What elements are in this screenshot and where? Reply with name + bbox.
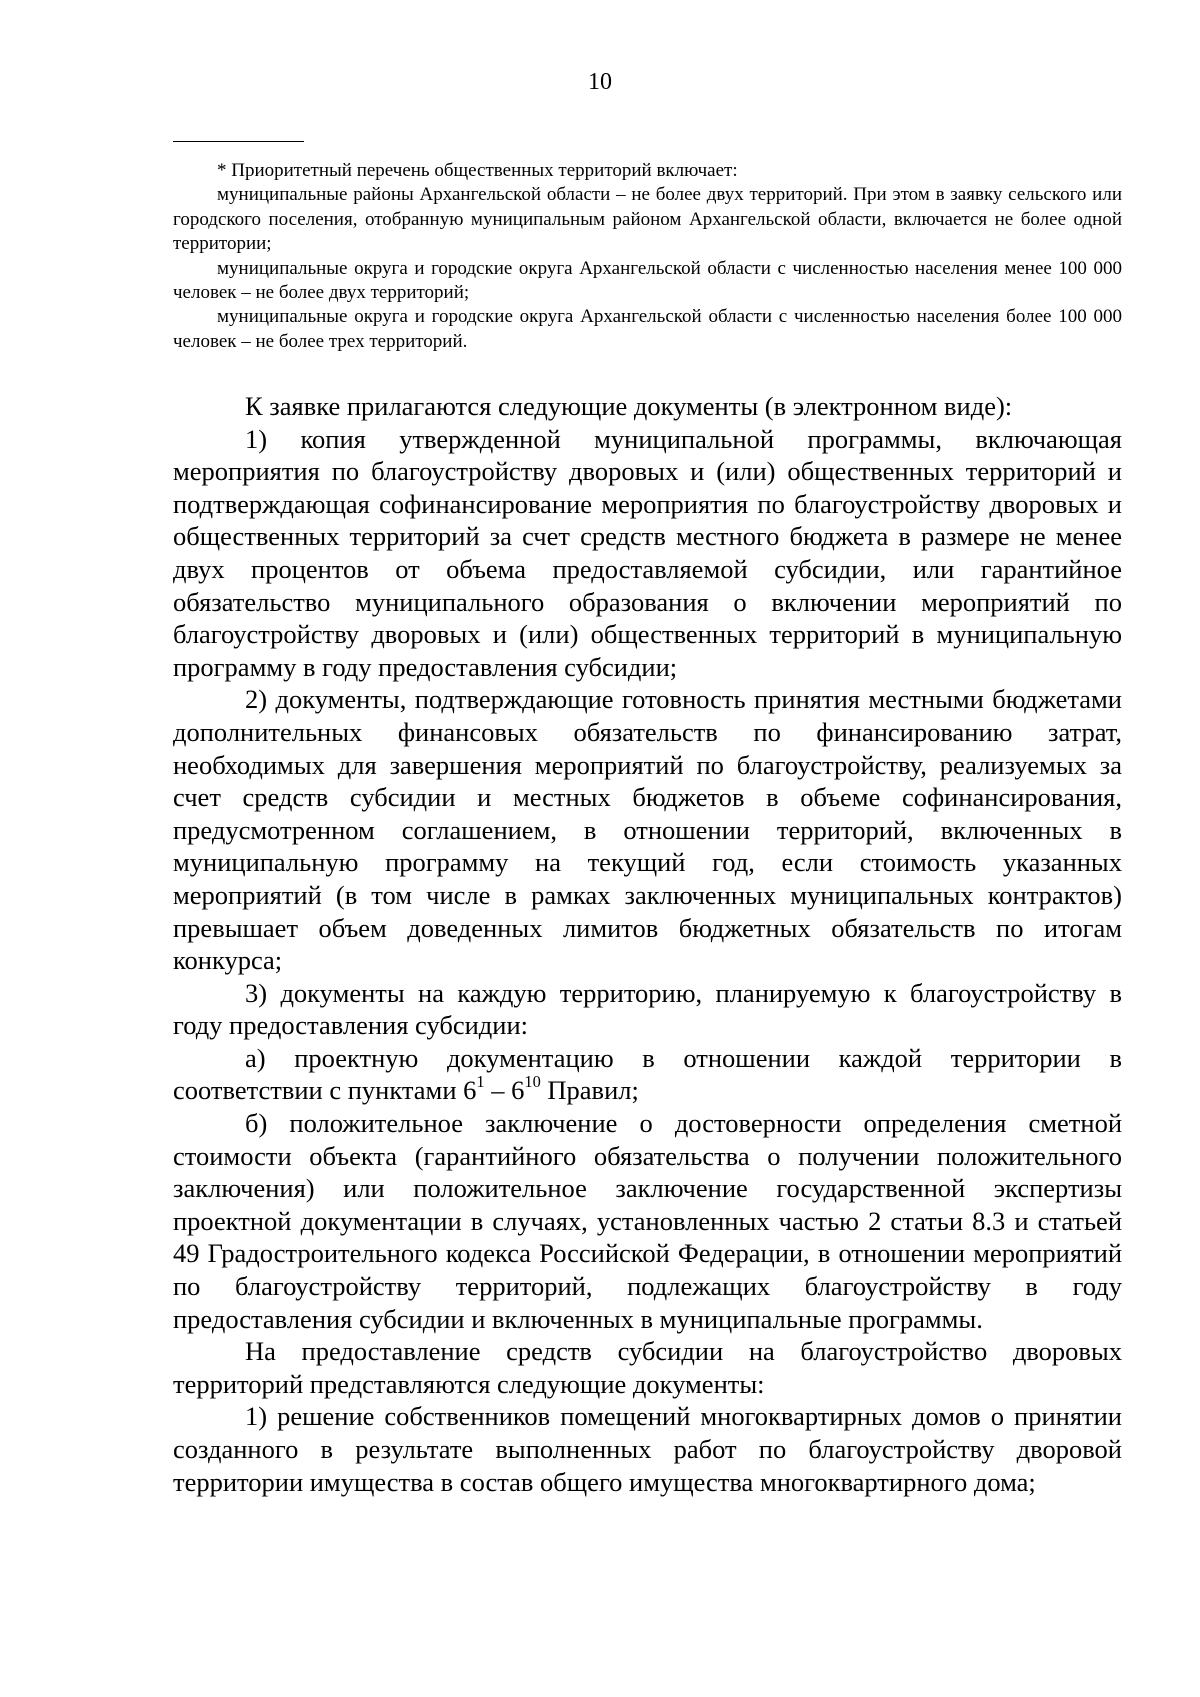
item-3a-tail: Правил; [540,1075,639,1106]
footnote-separator [173,141,304,142]
footnote-paragraph: муниципальные округа и городские округа Архангельской области с численностью населения более 100 000 человек – не более трех территорий. [173,306,1122,352]
list-item-3a [173,1042,1122,1107]
list-item-3: 3) документы на каждую территорию, планируемую к благоустройству в году предоставления субсидии: [173,977,1122,1041]
list-item-3b: б) положительное заключение о достоверности определения сметной стоимости объекта (гарантийного обязательства о получении положительного заключения) или положительное заключение государственной экспертизы проектной документации в случаях, установленных частью 2 статьи 8.3 и статьей 49 Градостроительного кодекса Российской Федерации, в отношении мероприятий по благоустройству территорий, подлежащих благоустройству в году предоставления субсидии и включенных в муниципальные программы. [173,1108,1122,1334]
documents-intro-paragraph: К заявке прилагаются следующие документы (в электронном виде): [245,391,1013,421]
yard-territories-intro-paragraph: На предоставление средств субсидии на благоустройство дворовых территорий представляются следующие документы: [173,1336,1122,1399]
list-item-1: 1) копия утвержденной муниципальной программы, включающая мероприятия по благоустройству дворовых и (или) общественных территорий и подтверждающая софинансирование мероприятия по благоустройству дворовых и общественных территорий за счет средств местного бюджета в размере не менее двух процентов от объема предоставляемой субсидии, или гарантийное обязательство муниципального образования о включении мероприятий по благоустройству дворовых и (или) общественных территорий в муниципальную программу в году предоставления субсидии; [173,423,1122,682]
superscript: 10 [524,1072,541,1092]
footnote-paragraph: * Приоритетный перечень общественных территорий включает: [217,160,738,181]
superscript: 1 [476,1072,485,1092]
item-3a-dash: – 6 [484,1075,525,1106]
page-number: 10 [588,69,612,95]
list-item-2: 2) документы, подтверждающие готовность принятия местными бюджетами дополнительных финансовых обязательств по финансированию затрат, необходимых для завершения мероприятий по благоустройству, реализуемых за счет средств субсидии и местных бюджетов в объеме софинансирования, предусмотренном соглашением, в отношении территорий, включенных в муниципальную программу на текущий год, если стоимость указанных мероприятий (в том числе в рамках заключенных муниципальных контрактов) превышает объем доведенных лимитов бюджетных обязательств по итогам конкурса; [173,684,1122,976]
main-text [173,390,1122,1498]
footnote-paragraph: муниципальные округа и городские округа Архангельской области с численностью населения менее 100 000 человек – не более двух территорий; [173,257,1122,304]
item-3a-text: а) проектную документацию в отношении каждой территории в соответствии с пунктами 6 [173,1042,1122,1106]
footnote-paragraph: муниципальные районы Архангельской области – не более двух территорий. При этом в заявку сельского или городского поселения, отобранную муниципальным районом Архангельской области, включается не более одной территории; [173,184,1122,255]
yard-list-item-1: 1) решение собственников помещений многоквартирных домов о принятии созданного в результате выполненных работ по благоустройству дворовой территории имущества в состав общего имущества многоквартирного дома; [173,1401,1122,1497]
footnote-block [173,159,1122,354]
